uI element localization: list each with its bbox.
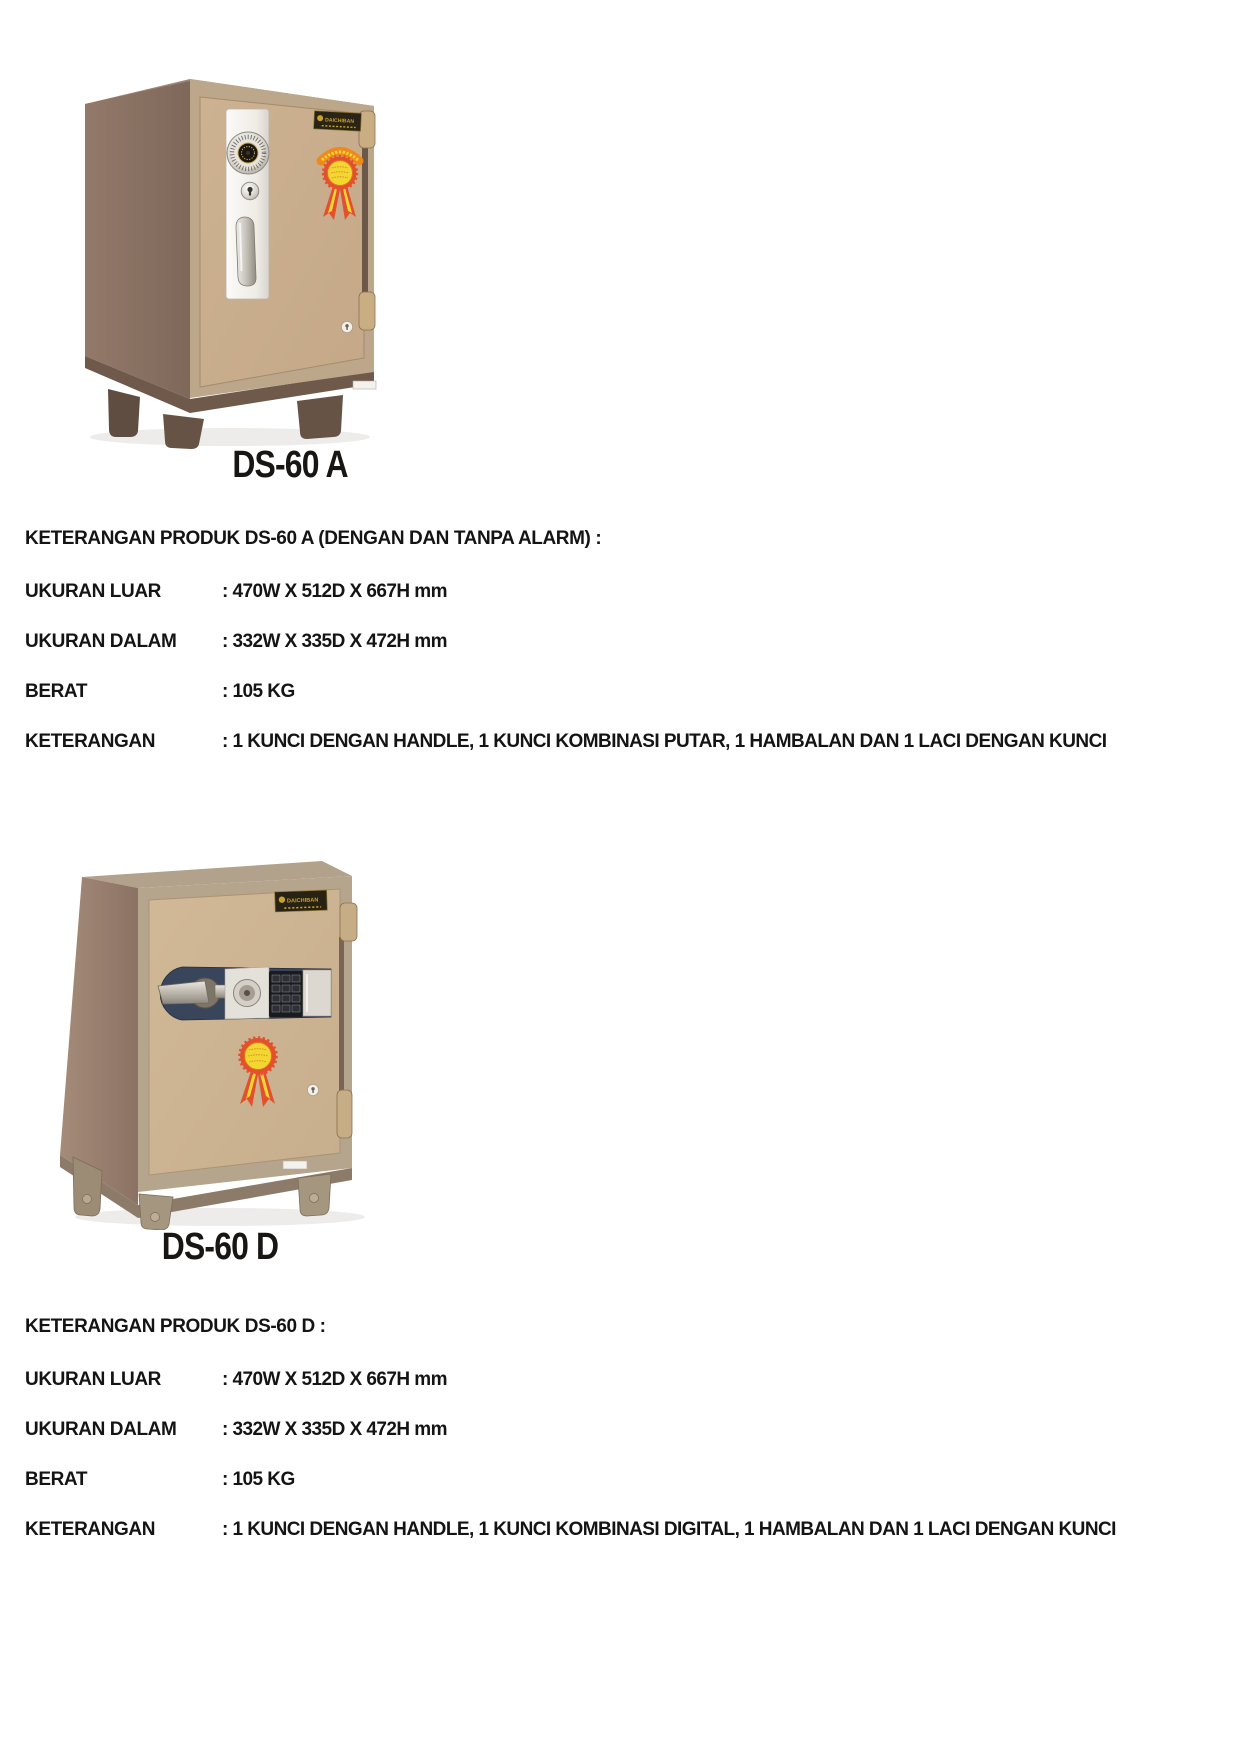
foot-screw	[151, 1213, 160, 1222]
foot-screw	[310, 1194, 319, 1203]
spec-row	[25, 681, 295, 703]
safe-foot	[139, 1194, 173, 1230]
spec-value: : 470W X 512D X 667H mm	[222, 1369, 447, 1390]
safe-door	[200, 97, 364, 387]
spec-label: UKURAN DALAM	[25, 1419, 177, 1440]
spec-label: UKURAN LUAR	[25, 581, 161, 602]
spec-row	[25, 731, 1106, 753]
hinge	[359, 292, 375, 330]
serial-label	[283, 1161, 307, 1169]
hinge	[337, 1090, 352, 1138]
safe-ds-60-a-image	[60, 65, 390, 450]
door-keyhole-icon	[341, 321, 352, 332]
product-model-title-ds60a: DS-60 A	[232, 444, 348, 486]
spec-row	[25, 581, 447, 603]
key-knob-center	[244, 990, 250, 996]
brand-name: DAICHIBAN	[286, 897, 319, 905]
combination-dial-icon	[227, 132, 269, 174]
safe-side-face	[85, 81, 190, 399]
handle-icon	[236, 217, 256, 286]
spec-row	[25, 1419, 447, 1441]
spec-heading: KETERANGAN PRODUK DS-60 D :	[25, 1316, 326, 1337]
spec-row	[25, 1469, 295, 1491]
safe-foot	[297, 395, 343, 439]
foot-screw	[83, 1195, 92, 1204]
safe-door	[149, 889, 340, 1175]
spec-value: : 470W X 512D X 667H mm	[222, 581, 447, 602]
spec-label: BERAT	[25, 681, 88, 702]
safe-side-face	[60, 877, 138, 1205]
spec-row	[25, 1519, 1116, 1541]
spec-heading: KETERANGAN PRODUK DS-60 A (DENGAN DAN TANPA ALARM) :	[25, 528, 602, 549]
spec-value: : 332W X 335D X 472H mm	[222, 631, 447, 652]
spec-value: : 1 KUNCI DENGAN HANDLE, 1 KUNCI KOMBINASI DIGITAL, 1 HAMBALAN DAN 1 LACI DENGAN KUNCI	[222, 1519, 1116, 1540]
brand-plate	[314, 111, 362, 131]
safe-foot	[108, 389, 140, 437]
door-edge	[362, 145, 368, 295]
spec-value: : 105 KG	[222, 681, 295, 702]
product-model-title-ds60d: DS-60 D	[161, 1226, 279, 1268]
spec-value: : 1 KUNCI DENGAN HANDLE, 1 KUNCI KOMBINASI PUTAR, 1 HAMBALAN DAN 1 LACI DENGAN KUNCI	[222, 731, 1107, 752]
spec-value: : 105 KG	[222, 1469, 295, 1490]
spec-label: KETERANGAN	[25, 731, 156, 752]
spec-block-ds60a	[25, 528, 1215, 768]
door-keyhole-icon	[307, 1084, 318, 1095]
brand-plate	[275, 890, 328, 912]
spec-row	[25, 1369, 447, 1391]
hinge	[340, 903, 357, 941]
spec-row	[25, 631, 447, 653]
safe-ds-60-d-image	[55, 845, 390, 1230]
spec-block-ds60d	[25, 1316, 1215, 1556]
spec-label: UKURAN LUAR	[25, 1369, 161, 1390]
door-edge	[339, 937, 344, 1092]
spec-label: BERAT	[25, 1469, 88, 1490]
spec-label: KETERANGAN	[25, 1519, 156, 1540]
digital-lock-unit	[158, 967, 331, 1020]
key-lock-icon	[241, 182, 259, 200]
spec-label: UKURAN DALAM	[25, 631, 177, 652]
spec-value: : 332W X 335D X 472H mm	[222, 1419, 447, 1440]
serial-label	[353, 381, 376, 389]
brand-name: DAICHIBAN	[324, 117, 355, 125]
